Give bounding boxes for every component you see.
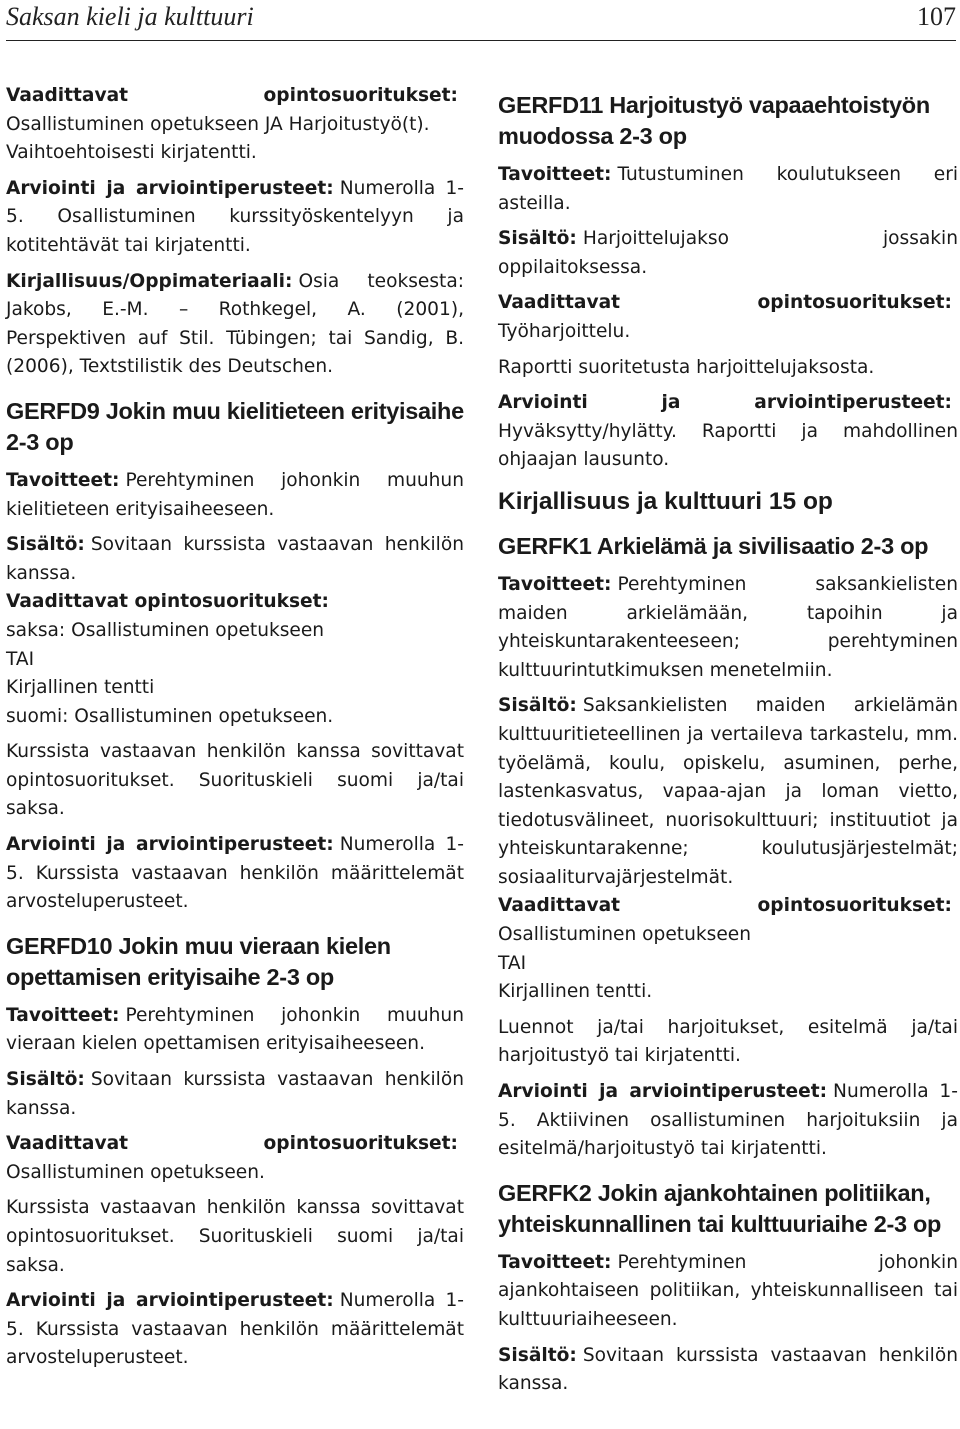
gerfd9-content: [6, 531, 464, 588]
label: Tavoitteet:: [498, 164, 612, 185]
label: Sisältö:: [6, 1069, 85, 1091]
gerfd11-requirements: [498, 289, 958, 346]
label: Vaadittavat opintosuoritukset:: [6, 85, 458, 106]
label: Vaadittavat opintosuoritukset:: [498, 895, 952, 917]
text: Saksankielisten maiden arkielämän kulttuuritieteellinen ja vertaileva tarkastelu, mm. työelämä, koulu, opiskelu, asuminen, perhe, lastenkasvatus, vapaa-ajan ja loman vietto, tiedotusvälineet, nuorisokulttuuri; instituutiot ja yhteiskuntarakenne; koulutusjärjestelmät; sosiaaliturvajärjestelmät.: [498, 695, 958, 888]
label: Vaadittavat opintosuoritukset:: [498, 292, 952, 314]
text: saksa: Osallistuminen opetukseen: [6, 619, 325, 641]
gerfk1-note: Luennot ja/tai harjoitukset, esitelmä ja/tai harjoitustyö tai kirjatentti.: [498, 1016, 958, 1067]
course-title-gerfd11: GERFD11 Harjoitustyö vapaaehtoistyön muodossa 2-3 op: [498, 92, 930, 149]
text: Kirjallinen tentti: [6, 677, 155, 699]
text: Osallistuminen opetukseen: [498, 924, 751, 946]
label: Tavoitteet:: [498, 1251, 612, 1273]
label: Arviointi ja arviointiperusteet:: [498, 1081, 828, 1103]
label: Kirjallisuus/Oppimateriaali:: [6, 270, 293, 292]
gerfd11-content: [498, 225, 958, 282]
text: Sovitaan kurssista vastaavan henkilön kanssa.: [6, 534, 464, 584]
course-title-gerfd9: GERFD9 Jokin muu kielitieteen erityisaihe 2-3 op: [6, 397, 464, 455]
text: Osallistuminen opetukseen.: [6, 1161, 265, 1183]
gerfd9-requirements: [6, 588, 464, 731]
text: Sovitaan kurssista vastaavan henkilön kanssa.: [6, 1069, 464, 1119]
label: Vaadittavat opintosuoritukset:: [6, 591, 329, 613]
gerfd10-content: [6, 1066, 464, 1123]
text: Numerolla 1-5. Kurssista vastaavan henkilön määrittelemät arvosteluperusteet.: [6, 1290, 464, 1369]
text: Tutustuminen koulutukseen eri asteilla.: [498, 164, 958, 214]
gerfd11-goals: [498, 161, 958, 218]
page-header: [6, 0, 956, 41]
gerfk1-goals: [498, 571, 958, 685]
intro-evaluation: [6, 175, 464, 261]
gerfk1-evaluation: [498, 1078, 958, 1164]
text: Perehtyminen johonkin muuhun vieraan kielen opettamisen erityisaiheeseen.: [6, 1004, 464, 1055]
text: Perehtyminen johonkin muuhun kielitieteen erityisaiheeseen.: [6, 469, 464, 520]
left-column: [6, 82, 464, 1380]
text: Työharjoittelu.: [498, 320, 631, 342]
text: TAI: [498, 952, 527, 974]
label: Arviointi ja arviointiperusteet:: [6, 834, 334, 856]
intro-requirements: [6, 82, 464, 168]
gerfd9-evaluation: [6, 831, 464, 917]
label: Arviointi ja arviointiperusteet:: [498, 392, 952, 414]
right-column: [498, 82, 958, 1406]
text: Kirjallinen tentti.: [498, 981, 653, 1003]
text: Hyväksytty/hylätty. Raportti ja mahdollinen ohjaajan lausunto.: [498, 420, 958, 471]
gerfd11-evaluation: [498, 389, 958, 475]
gerfd9-note: Kurssista vastaavan henkilön kanssa sovittavat opintosuoritukset. Suorituskieli suomi ja/tai saksa.: [6, 741, 464, 820]
intro-literature: [6, 268, 464, 382]
gerfd9-goals: [6, 467, 464, 524]
section-title: Kirjallisuus ja kulttuuri 15 op: [498, 487, 833, 515]
gerfk1-content: [498, 692, 958, 892]
label: Arviointi ja arviointiperusteet:: [6, 177, 334, 199]
course-title-gerfk2: GERFK2 Jokin ajankohtainen politiikan, yhteiskunnallinen tai kulttuuriaihe 2-3 op: [498, 1179, 942, 1237]
gerfk1-requirements: [498, 892, 958, 1006]
text: Osia teoksesta: Jakobs, E.-M. – Rothkegel, A. (2001), Perspektiven auf Stil. Tübingen; tai Sandig, B. (2006), Textstilistik des Deutschen.: [6, 270, 464, 378]
text: Numerolla 1-5. Osallistuminen kurssityöskentelyyn ja kotitehtävät tai kirjatentti.: [6, 177, 464, 256]
gerfd10-goals: [6, 1002, 464, 1059]
label: Arviointi ja arviointiperusteet:: [6, 1290, 334, 1312]
gerfd10-requirements: [6, 1130, 464, 1187]
label: Tavoitteet:: [6, 1004, 120, 1026]
text: Perehtyminen johonkin ajankohtaiseen politiikan, yhteiskunnalliseen tai kulttuuriaiheeseen.: [498, 1251, 958, 1330]
text: suomi: Osallistuminen opetukseen.: [6, 705, 334, 727]
text: Vaihtoehtoisesti kirjatentti.: [6, 142, 257, 164]
running-title: Saksan kieli ja kulttuuri: [6, 2, 254, 31]
label: Tavoitteet:: [498, 573, 612, 595]
course-title-gerfd10: GERFD10 Jokin muu vieraan kielen opettamisen erityisaihe 2-3 op: [6, 932, 391, 990]
label: Sisältö:: [498, 228, 577, 250]
text: Harjoittelujakso jossakin oppilaitoksessa.: [498, 228, 958, 278]
label: Sisältö:: [498, 695, 577, 717]
course-title-gerfk1: GERFK1 Arkielämä ja sivilisaatio 2-3 op: [498, 532, 929, 559]
gerfk2-content: [498, 1342, 958, 1399]
page-number: 107: [917, 2, 956, 31]
text: Sovitaan kurssista vastaavan henkilön kanssa.: [498, 1344, 958, 1395]
text: Perehtyminen saksankielisten maiden arkielämään, tapoihin ja yhteiskuntarakenteeseen; perehtyminen kulttuurintutkimuksen menetelmiin.: [498, 573, 958, 681]
label: Vaadittavat opintosuoritukset:: [6, 1133, 458, 1155]
label: Sisältö:: [498, 1344, 577, 1366]
text: Numerolla 1-5. Kurssista vastaavan henkilön määrittelemät arvosteluperusteet.: [6, 834, 464, 913]
text: Osallistuminen opetukseen JA Harjoitustyö(t).: [6, 113, 430, 135]
text: TAI: [6, 648, 35, 670]
gerfd10-evaluation: [6, 1287, 464, 1373]
label: Sisältö:: [6, 534, 85, 556]
gerfk2-goals: [498, 1249, 958, 1335]
label: Tavoitteet:: [6, 469, 120, 491]
gerfd11-note: Raportti suoritetusta harjoittelujaksosta.: [498, 356, 875, 378]
text: Numerolla 1-5. Aktiivinen osallistuminen harjoituksiin ja esitelmä/harjoitustyö tai kirjatentti.: [498, 1081, 958, 1160]
gerfd10-note: Kurssista vastaavan henkilön kanssa sovittavat opintosuoritukset. Suorituskieli suomi ja/tai saksa.: [6, 1197, 464, 1276]
